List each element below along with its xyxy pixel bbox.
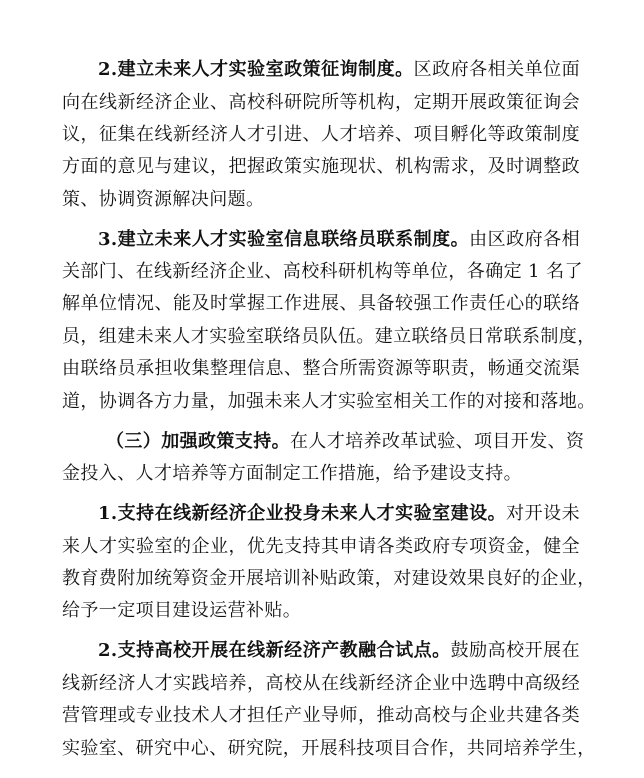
paragraph-heading: （三）加强政策支持。 — [106, 431, 290, 452]
paragraph-text: 给予一定项目建设运营补贴。 — [62, 600, 302, 621]
paragraph-text: 线新经济人才实践培养，高校从在线新经济企业中选聘中高级经 — [62, 673, 580, 694]
paragraph-text: 道，协调各方力量，加强未来人才实验室相关工作的对接和落地。 — [62, 391, 596, 412]
text-line — [62, 292, 580, 316]
text-line — [62, 390, 596, 414]
paragraph-text: 员，组建未来人才实验室联络员队伍。建立联络员日常联系制度， — [62, 326, 596, 347]
text-line — [62, 188, 580, 212]
paragraph-text: 议，征集在线新经济人才引进、人才培养、项目孵化等政策制度 — [62, 124, 580, 145]
text-line — [98, 228, 580, 252]
paragraph-text: 解单位情况、能及时掌握工作进展、具备较强工作责任心的联络 — [62, 293, 580, 314]
paragraph-text: 对开设未 — [506, 503, 580, 524]
paragraph-text: 由区政府各相 — [469, 229, 580, 250]
text-line — [62, 704, 580, 728]
text-line — [98, 502, 580, 526]
paragraph-text: 关部门、在线新经济企业、高校科研机构等单位，各确定 1 名了 — [62, 261, 583, 282]
paragraph-heading: 3.建立未来人才实验室信息联络员联系制度。 — [98, 229, 470, 250]
text-line — [62, 672, 580, 696]
text-line — [98, 58, 580, 82]
text-line — [62, 462, 580, 486]
text-line — [62, 567, 596, 591]
text-line — [62, 123, 580, 147]
paragraph-text: 来人才实验室的企业，优先支持其申请各类政府专项资金，健全 — [62, 536, 580, 557]
text-line — [62, 91, 580, 115]
paragraph-text: 向在线新经济企业、高校科研院所等机构，定期开展政策征询会 — [62, 92, 580, 113]
paragraph-text: 金投入、人才培养等方面制定工作措施，给予建设支持。 — [62, 463, 522, 484]
text-line — [98, 639, 580, 663]
paragraph-text: 营管理或专业技术人才担任产业导师，推动高校与企业共建各类 — [62, 705, 580, 726]
paragraph-heading: 1.支持在线新经济企业投身未来人才实验室建设。 — [98, 503, 507, 524]
paragraph-heading: 2.建立未来人才实验室政策征询制度。 — [98, 59, 414, 80]
paragraph-heading: 2.支持高校开展在线新经济产教融合试点。 — [98, 640, 451, 661]
text-line — [62, 535, 580, 559]
paragraph-text: 教育费附加统筹资金开展培训补贴政策，对建设效果良好的企业， — [62, 568, 596, 589]
paragraph-text: 实验室、研究中心、研究院，开展科技项目合作，共同培养学生， — [62, 738, 596, 759]
paragraph-text: 方面的意见与建议，把握政策实施现状、机构需求，及时调整政 — [62, 156, 580, 177]
text-line — [62, 599, 580, 623]
paragraph-text: 在人才培养改革试验、项目开发、资 — [290, 431, 585, 452]
text-line — [62, 737, 596, 761]
paragraph-text: 策、协调资源解决问题。 — [62, 189, 265, 210]
text-line — [62, 155, 580, 179]
text-line — [62, 325, 596, 349]
text-line — [62, 357, 580, 381]
paragraph-text: 由联络员承担收集整理信息、整合所需资源等职责，畅通交流渠 — [62, 358, 580, 379]
paragraph-text: 区政府各相关单位面 — [413, 59, 580, 80]
text-line — [62, 260, 583, 284]
text-line — [106, 430, 585, 454]
paragraph-text: 鼓励高校开展在 — [450, 640, 580, 661]
